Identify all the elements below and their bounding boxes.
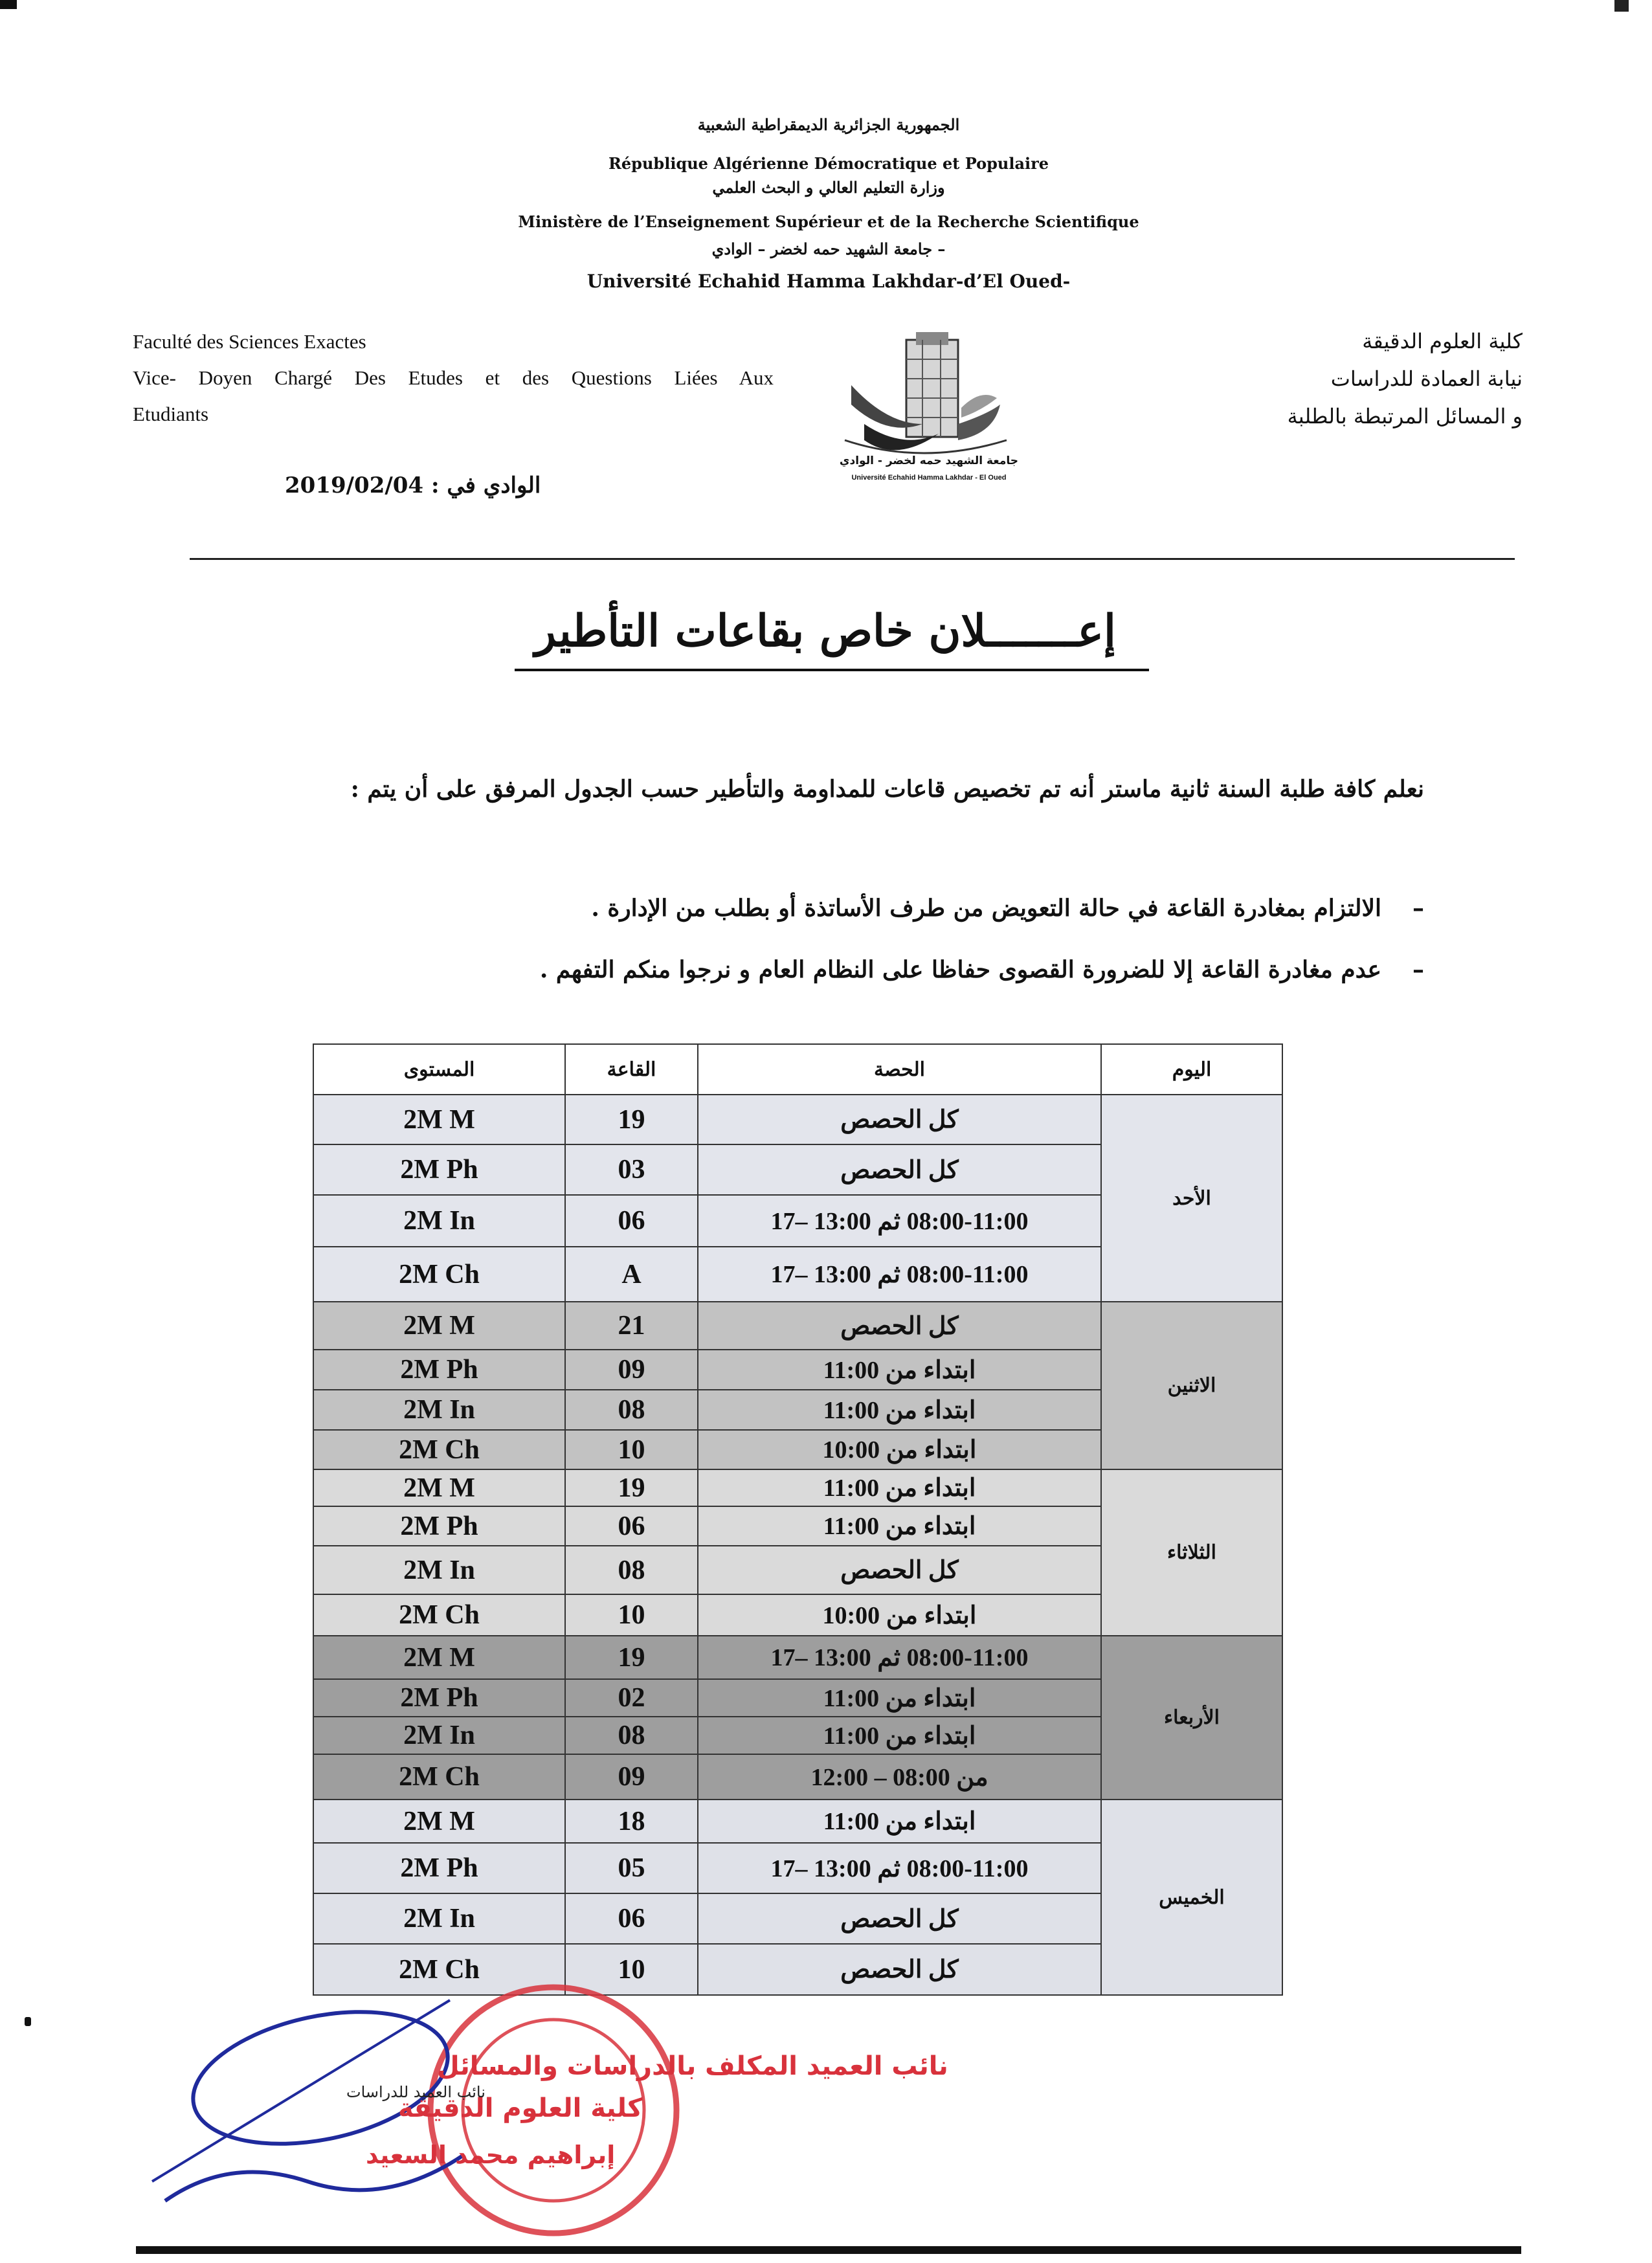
period-cell: 08:00-11:00 ثم 13:00 –17 — [698, 1247, 1101, 1302]
header-divider — [190, 558, 1515, 560]
period-cell: ابتداء من 10:00 — [698, 1430, 1101, 1469]
period-cell: كل الحصص — [698, 1893, 1101, 1944]
day-cell: الأحد — [1101, 1095, 1282, 1302]
table-row — [313, 1095, 1282, 1144]
bullet-item — [591, 895, 1424, 922]
level-cell: 2M In — [313, 1195, 565, 1247]
room-cell: 06 — [565, 1506, 698, 1546]
period-cell: كل الحصص — [698, 1144, 1101, 1195]
faculty-block-fr — [133, 324, 774, 432]
period-cell: كل الحصص — [698, 1546, 1101, 1594]
table-row — [313, 1302, 1282, 1350]
day-cell: الثلاثاء — [1101, 1469, 1282, 1636]
room-cell: 08 — [565, 1390, 698, 1430]
level-cell: 2M Ph — [313, 1350, 565, 1390]
period-cell: 08:00-11:00 ثم 13:00 –17 — [698, 1843, 1101, 1893]
room-cell: A — [565, 1247, 698, 1302]
room-cell: 10 — [565, 1594, 698, 1636]
level-cell: 2M Ch — [313, 1594, 565, 1636]
date-line — [285, 473, 541, 498]
level-cell: 2M Ph — [313, 1843, 565, 1893]
stamp-line3: إبراهيم محمد السعيد — [366, 2141, 616, 2169]
schedule-table — [313, 1043, 1283, 1996]
period-cell: كل الحصص — [698, 1944, 1101, 1995]
vice-dean-line1: Vice- Doyen Chargé Des Etudes et des Questions Liées Aux — [133, 366, 774, 389]
level-cell: 2M M — [313, 1469, 565, 1506]
level-cell: 2M In — [313, 1546, 565, 1594]
intro-paragraph: نعلم كافة طلبة السنة ثانية ماستر أنه تم تخصيص قاعات للمداومة والتأطير حسب الجدول المرفق على أن يتم : — [350, 775, 1424, 803]
stamp-line2: كلية العلوم الدقيقة — [398, 2093, 643, 2123]
room-cell: 08 — [565, 1717, 698, 1754]
level-cell: 2M In — [313, 1717, 565, 1754]
ministry-fr: Ministère de l’Enseignement Supérieur et de la Recherche Scientifique — [518, 212, 1139, 231]
period-cell: ابتداء من 11:00 — [698, 1506, 1101, 1546]
header-period: الحصة — [698, 1044, 1101, 1095]
room-cell: 06 — [565, 1893, 698, 1944]
level-cell: 2M Ch — [313, 1247, 565, 1302]
announcement-title: إعـــــــلان خاص بقاعات التأطير — [535, 605, 1116, 657]
period-cell: ابتداء من 11:00 — [698, 1679, 1101, 1717]
room-cell: 08 — [565, 1546, 698, 1594]
day-cell: الخميس — [1101, 1800, 1282, 1995]
bullet-marker: – — [1412, 895, 1424, 922]
level-cell: 2M Ch — [313, 1944, 565, 1995]
bullet-text: الالتزام بمغادرة القاعة في حالة التعويض من طرف الأساتذة أو بطلب من الإدارة . — [591, 895, 1381, 922]
level-cell: 2M Ph — [313, 1144, 565, 1195]
table-row — [313, 1469, 1282, 1506]
level-cell: 2M Ch — [313, 1754, 565, 1800]
university-fr: Université Echahid Hamma Lakhdar-d’El Oued- — [586, 271, 1071, 292]
logo-caption-fr: Université Echahid Hamma Lakhdar - El Oued — [851, 474, 1007, 482]
scan-dot — [25, 2017, 31, 2026]
bullet-item — [540, 956, 1424, 983]
university-ar: جامعة الشهيد حمه لخضر – الوادي – — [711, 240, 946, 258]
header-level: المستوى — [313, 1044, 565, 1095]
period-cell: ابتداء من 11:00 — [698, 1717, 1101, 1754]
university-logo — [825, 327, 1020, 485]
stamp-line1: نائب العميد المكلف بالدراسات والمسائل — [437, 2051, 948, 2081]
faculty-block-ar — [1288, 322, 1523, 435]
room-cell: 21 — [565, 1302, 698, 1350]
country-ar: الجمهورية الجزائرية الديمقراطية الشعبية — [697, 115, 960, 134]
stamp-graphic — [61, 1974, 948, 2259]
vice-dean-ar-line1: نيابة العمادة للدراسات — [1330, 366, 1523, 391]
period-cell: ابتداء من 11:00 — [698, 1350, 1101, 1390]
room-cell: 06 — [565, 1195, 698, 1247]
level-cell: 2M M — [313, 1636, 565, 1679]
period-cell: ابتداء من 10:00 — [698, 1594, 1101, 1636]
room-cell: 18 — [565, 1800, 698, 1843]
table-row — [313, 1636, 1282, 1679]
date-label: الوادي في : — [430, 473, 541, 498]
period-cell: من 08:00 – 12:00 — [698, 1754, 1101, 1800]
period-cell: كل الحصص — [698, 1095, 1101, 1144]
title-underline — [515, 669, 1149, 671]
period-cell: ابتداء من 11:00 — [698, 1390, 1101, 1430]
period-cell: كل الحصص — [698, 1302, 1101, 1350]
level-cell: 2M M — [313, 1302, 565, 1350]
room-cell: 19 — [565, 1095, 698, 1144]
level-cell: 2M In — [313, 1390, 565, 1430]
ministry-ar: وزارة التعليم العالي و البحث العلمي — [712, 178, 945, 197]
vice-dean-line2: Etudiants — [133, 403, 209, 425]
level-cell: 2M Ph — [313, 1679, 565, 1717]
bullet-text: عدم مغادرة القاعة إلا للضرورة القصوى حفاظا على النظام العام و نرجوا منكم التفهم . — [539, 956, 1381, 983]
header-room: القاعة — [565, 1044, 698, 1095]
table-row — [313, 1800, 1282, 1843]
table-header-row — [313, 1044, 1282, 1095]
logo-caption-ar: جامعة الشهيد حمه لخضر - الوادي — [839, 454, 1019, 467]
level-cell: 2M Ch — [313, 1430, 565, 1469]
country-fr: République Algérienne Démocratique et Populaire — [608, 154, 1049, 173]
level-cell: 2M In — [313, 1893, 565, 1944]
room-cell: 10 — [565, 1944, 698, 1995]
day-cell: الاثنين — [1101, 1302, 1282, 1469]
faculty-name-ar: كلية العلوم الدقيقة — [1362, 329, 1523, 353]
period-cell: ابتداء من 11:00 — [698, 1469, 1101, 1506]
room-cell: 02 — [565, 1679, 698, 1717]
room-cell: 19 — [565, 1469, 698, 1506]
stamp-line4: نائب العميد للدراسات — [346, 2083, 486, 2101]
period-cell: ابتداء من 11:00 — [698, 1800, 1101, 1843]
room-cell: 09 — [565, 1350, 698, 1390]
period-cell: 08:00-11:00 ثم 13:00 –17 — [698, 1636, 1101, 1679]
room-cell: 09 — [565, 1754, 698, 1800]
room-cell: 05 — [565, 1843, 698, 1893]
date-value: 2019/02/04 — [285, 473, 424, 498]
level-cell: 2M M — [313, 1800, 565, 1843]
level-cell: 2M Ph — [313, 1506, 565, 1546]
scan-mark — [1614, 0, 1629, 12]
official-stamp — [61, 1974, 948, 2259]
room-cell: 19 — [565, 1636, 698, 1679]
logo-graphic — [825, 327, 1020, 485]
bullet-marker: – — [1412, 956, 1424, 983]
room-cell: 03 — [565, 1144, 698, 1195]
vice-dean-ar-line2: و المسائل المرتبطة بالطلبة — [1287, 404, 1523, 429]
period-cell: 08:00-11:00 ثم 13:00 –17 — [698, 1195, 1101, 1247]
header-day: اليوم — [1101, 1044, 1282, 1095]
footer-divider — [136, 2246, 1521, 2254]
day-cell: الأربعاء — [1101, 1636, 1282, 1800]
faculty-name-fr: Faculté des Sciences Exactes — [133, 330, 366, 353]
scan-mark — [0, 0, 17, 9]
level-cell: 2M M — [313, 1095, 565, 1144]
room-cell: 10 — [565, 1430, 698, 1469]
